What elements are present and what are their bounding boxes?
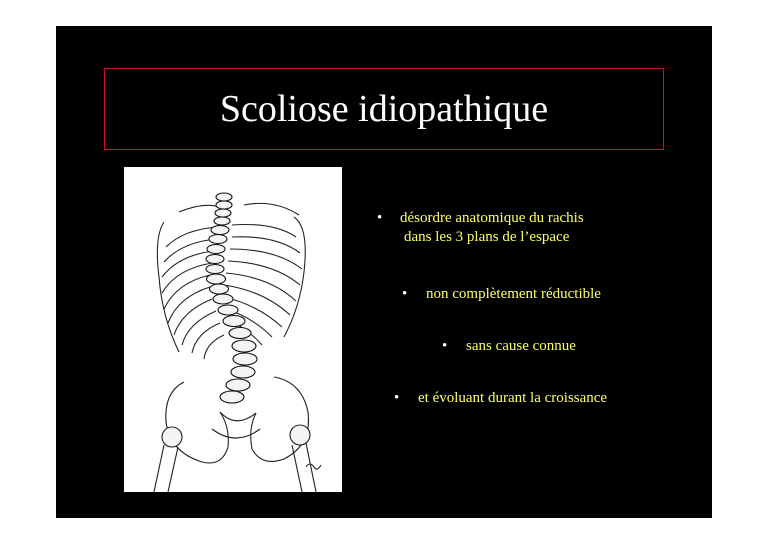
bullet-item (394, 389, 608, 408)
bullet-text: et évoluant durant la croissance (418, 390, 608, 406)
bullet-text: non complètement réductible (426, 286, 601, 302)
bullet-marker: • (394, 390, 400, 406)
slide (56, 26, 712, 518)
slide-title: Scoliose idiopathique (219, 88, 549, 130)
bullet-marker: • (377, 210, 383, 226)
title-frame (104, 68, 664, 150)
spine-drawing-icon (124, 167, 342, 492)
bullet-item (377, 209, 584, 247)
scoliosis-illustration (124, 167, 342, 492)
bullet-item (442, 337, 576, 356)
bullet-item (402, 285, 601, 304)
bullet-marker: • (402, 286, 408, 302)
bullet-text: désordre anatomique du rachis (400, 210, 584, 226)
bullet-text: sans cause connue (466, 338, 576, 354)
bullet-text-line2: dans les 3 plans de l’espace (404, 229, 570, 245)
bullet-marker: • (442, 338, 448, 354)
